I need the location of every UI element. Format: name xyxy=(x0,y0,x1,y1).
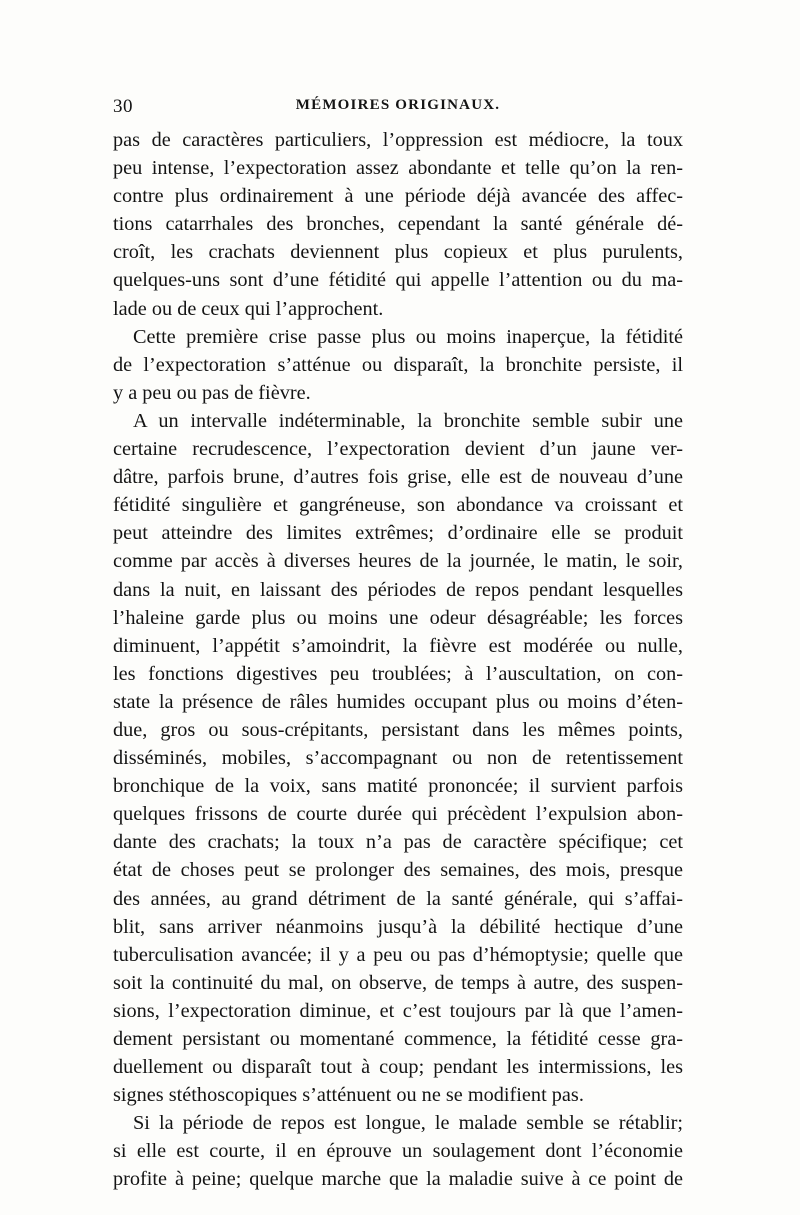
text-line: de l’expectoration s’atténue ou disparaît, la bronchite persiste, il xyxy=(113,353,683,376)
text-line: quelques frissons de courte durée qui précèdent l’expulsion abon- xyxy=(113,803,683,826)
running-title: MÉMOIRES ORIGINAUX. xyxy=(295,97,501,113)
text-line: état de choses peut se prolonger des semaines, des mois, presque xyxy=(113,859,683,882)
text-line: Si la période de repos est longue, le malade semble se rétablir; xyxy=(133,1112,683,1135)
text-line: des années, au grand détriment de la santé générale, qui s’affai- xyxy=(113,887,683,910)
text-line: due, gros ou sous-crépitants, persistant dans les mêmes points, xyxy=(113,718,683,741)
text-line: si elle est courte, il en éprouve un soulagement dont l’économie xyxy=(113,1140,683,1163)
text-line: contre plus ordinairement à une période déjà avancée des affec- xyxy=(113,185,683,208)
text-line: peut atteindre des limites extrêmes; d’ordinaire elle se produit xyxy=(113,522,683,545)
text-line: blit, sans arriver néanmoins jusqu’à la débilité hectique d’une xyxy=(113,915,683,938)
text-line: sions, l’expectoration diminue, et c’est toujours par là que l’amen- xyxy=(113,999,683,1022)
text-line: tions catarrhales des bronches, cependant la santé générale dé- xyxy=(113,213,683,236)
text-line: certaine recrudescence, l’expectoration devient d’un jaune ver- xyxy=(113,438,683,461)
text-line: quelques-uns sont d’une fétidité qui appelle l’attention ou du ma- xyxy=(113,269,683,292)
text-line: l’haleine garde plus ou moins une odeur désagréable; les forces xyxy=(113,606,683,629)
text-line: pas de caractères particuliers, l’oppression est médiocre, la toux xyxy=(113,129,683,151)
text-line: comme par accès à diverses heures de la journée, le matin, le soir, xyxy=(113,550,683,573)
text-line: duellement ou disparaît tout à coup; pendant les intermissions, les xyxy=(113,1056,683,1079)
text-line: Cette première crise passe plus ou moins inaperçue, la fétidité xyxy=(133,325,683,348)
text-line: disséminés, mobiles, s’accompagnant ou non de retentissement xyxy=(113,747,683,770)
text-line: soit la continuité du mal, on observe, de temps à autre, des suspen- xyxy=(113,971,683,994)
text-line: state la présence de râles humides occupant plus ou moins d’éten- xyxy=(113,690,683,713)
text-line: y a peu ou pas de fièvre. xyxy=(113,381,311,404)
text-line: dans la nuit, en laissant des périodes de repos pendant lesquelles xyxy=(113,578,683,601)
text-line: A un intervalle indéterminable, la bronchite semble subir une xyxy=(133,409,683,432)
text-line: dement persistant ou momentané commence, la fétidité cesse gra- xyxy=(113,1028,683,1050)
body-text xyxy=(113,126,683,1194)
text-line: fétidité singulière et gangréneuse, son abondance va croissant et xyxy=(113,494,683,517)
text-line: profite à peine; quelque marche que la maladie suive à ce point de xyxy=(113,1168,683,1191)
text-line: dante des crachats; la toux n’a pas de caractère spécifique; cet xyxy=(113,831,683,854)
text-line: diminuent, l’appétit s’amoindrit, la fièvre est modérée ou nulle, xyxy=(113,634,683,657)
text-line: peu intense, l’expectoration assez abondante et telle qu’on la ren- xyxy=(113,157,683,180)
text-line: les fonctions digestives peu troublées; à l’auscultation, on con- xyxy=(113,662,683,685)
running-head xyxy=(113,96,683,122)
text-line: tuberculisation avancée; il y a peu ou pas d’hémoptysie; quelle que xyxy=(113,943,683,966)
text-line: signes stéthoscopiques s’atténuent ou ne se modifient pas. xyxy=(113,1084,584,1107)
text-line: dâtre, parfois brune, d’autres fois grise, elle est de nouveau d’une xyxy=(113,466,683,489)
text-line: lade ou de ceux qui l’approchent. xyxy=(113,297,384,320)
text-line: bronchique de la voix, sans matité prononcée; il survient parfois xyxy=(113,775,683,798)
text-line: croît, les crachats deviennent plus copieux et plus purulents, xyxy=(113,241,683,264)
page-number: 30 xyxy=(113,96,133,117)
